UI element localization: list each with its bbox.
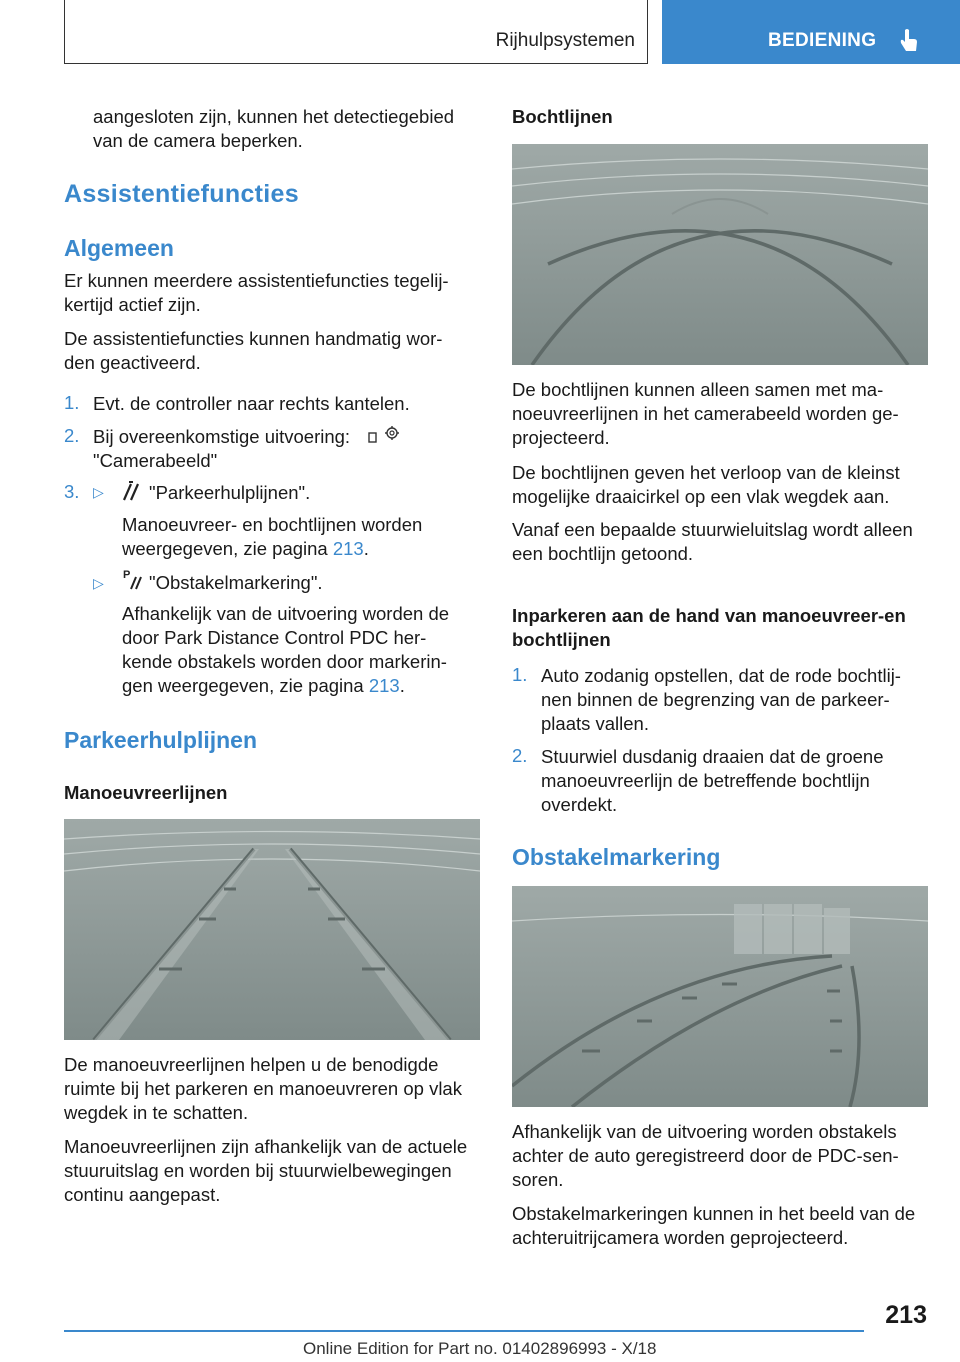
sub-bullet-triangle-icon: ▷ — [93, 484, 104, 500]
sub-option-desc: Manoeuvreer- en bochtlijnen worden weergegeven, zie pagina 213. — [122, 514, 423, 559]
step-text: Auto zodanig opstellen, dat de rode bochtlij-nen binnen de begrenzing van de parkeer-plaats vallen. — [541, 665, 901, 734]
step-number: 2. — [64, 425, 80, 446]
step-number: 1. — [512, 664, 528, 685]
sub-option-desc: Afhankelijk van de uitvoering worden de door Park Distance Control PDC her-kende obstakels worden door markerin-gen weergegeven, zie pagina 213. — [122, 603, 450, 696]
heading-inparkeren: Inparkeren aan de hand van manoeuvreer-en bochtlijnen — [512, 605, 906, 650]
sub-option-label: "Parkeerhulplijnen". — [149, 482, 311, 503]
footer-divider — [64, 1330, 864, 1332]
page-number: 213 — [885, 1301, 927, 1329]
heading-parkeerhulplijnen: Parkeerhulplijnen — [64, 727, 258, 753]
header-section-title: Rijhulpsystemen — [495, 30, 635, 51]
step-text: Bij overeenkomstige uitvoering: — [93, 426, 351, 447]
camera-settings-icon — [366, 424, 404, 448]
heading-manoeuvreerlijnen: Manoeuvreerlijnen — [64, 782, 228, 803]
page-link[interactable]: 213 — [332, 538, 364, 559]
step-text-continued: "Camerabeeld" — [93, 450, 218, 471]
svg-text:P: P — [123, 569, 131, 581]
step-number: 2. — [512, 745, 528, 766]
header-chapter-title: BEDIENING — [768, 30, 877, 51]
heading-algemeen: Algemeen — [64, 235, 174, 261]
obstakel-para-1: Afhankelijk van de uitvoering worden obstakels achter de auto geregistreerd door de PDC-sen-soren. — [512, 1121, 899, 1190]
footer-edition: Online Edition for Part no. 01402896993 - X/18 — [303, 1339, 657, 1358]
sub-option-label: "Obstakelmarkering". — [149, 572, 323, 593]
step-number: 3. — [64, 481, 80, 502]
parking-lines-icon — [121, 478, 143, 502]
obstakelmarkering-image — [512, 886, 928, 1107]
hand-pointer-icon — [898, 28, 920, 56]
bochtlijnen-image — [512, 144, 928, 365]
bocht-para-2: De bochtlijnen geven het verloop van de kleinst mogelijke draaicirkel op een vlak wegdek aan. — [512, 462, 900, 507]
manoeuvreer-para-1: De manoeuvreerlijnen helpen u de benodigde ruimte bij het parkeren en manoeuvreren op vlak wegdek in te schatten. — [64, 1054, 462, 1123]
heading-obstakelmarkering: Obstakelmarkering — [512, 844, 721, 870]
obstacle-marking-icon — [121, 567, 143, 591]
bocht-para-1: De bochtlijnen kunnen alleen samen met ma-noeuvreerlijnen in het camerabeeld worden ge-projecteerd. — [512, 379, 899, 448]
header-chapter-tab[interactable] — [662, 0, 960, 64]
algemeen-para-2: De assistentiefuncties kunnen handmatig wor-den geactiveerd. — [64, 328, 443, 373]
intro-text: aangesloten zijn, kunnen het detectiegebied van de camera beperken. — [93, 106, 455, 151]
step-text: Evt. de controller naar rechts kantelen. — [93, 393, 410, 414]
bocht-para-3: Vanaf een bepaalde stuurwieluitslag wordt alleen een bochtlijn getoond. — [512, 519, 913, 564]
manoeuvreerlijnen-image — [64, 819, 480, 1040]
heading-bochtlijnen: Bochtlijnen — [512, 106, 613, 127]
manoeuvreer-para-2: Manoeuvreerlijnen zijn afhankelijk van de actuele stuuruitslag en worden bij stuurwielbewegingen continu aangepast. — [64, 1136, 468, 1205]
sub-bullet-triangle-icon: ▷ — [93, 575, 104, 591]
page-link[interactable]: 213 — [368, 675, 400, 696]
header-section-box — [64, 0, 648, 64]
step-number: 1. — [64, 392, 80, 413]
step-text: Stuurwiel dusdanig draaien dat de groene manoeuvreerlijn de betreffende bochtlijn overdekt. — [541, 746, 884, 815]
obstakel-para-2: Obstakelmarkeringen kunnen in het beeld van de achteruitrijcamera worden geprojecteerd. — [512, 1203, 916, 1248]
algemeen-para-1: Er kunnen meerdere assistentiefuncties tegelij-kertijd actief zijn. — [64, 270, 449, 315]
heading-assistentiefuncties: Assistentiefuncties — [64, 180, 299, 208]
